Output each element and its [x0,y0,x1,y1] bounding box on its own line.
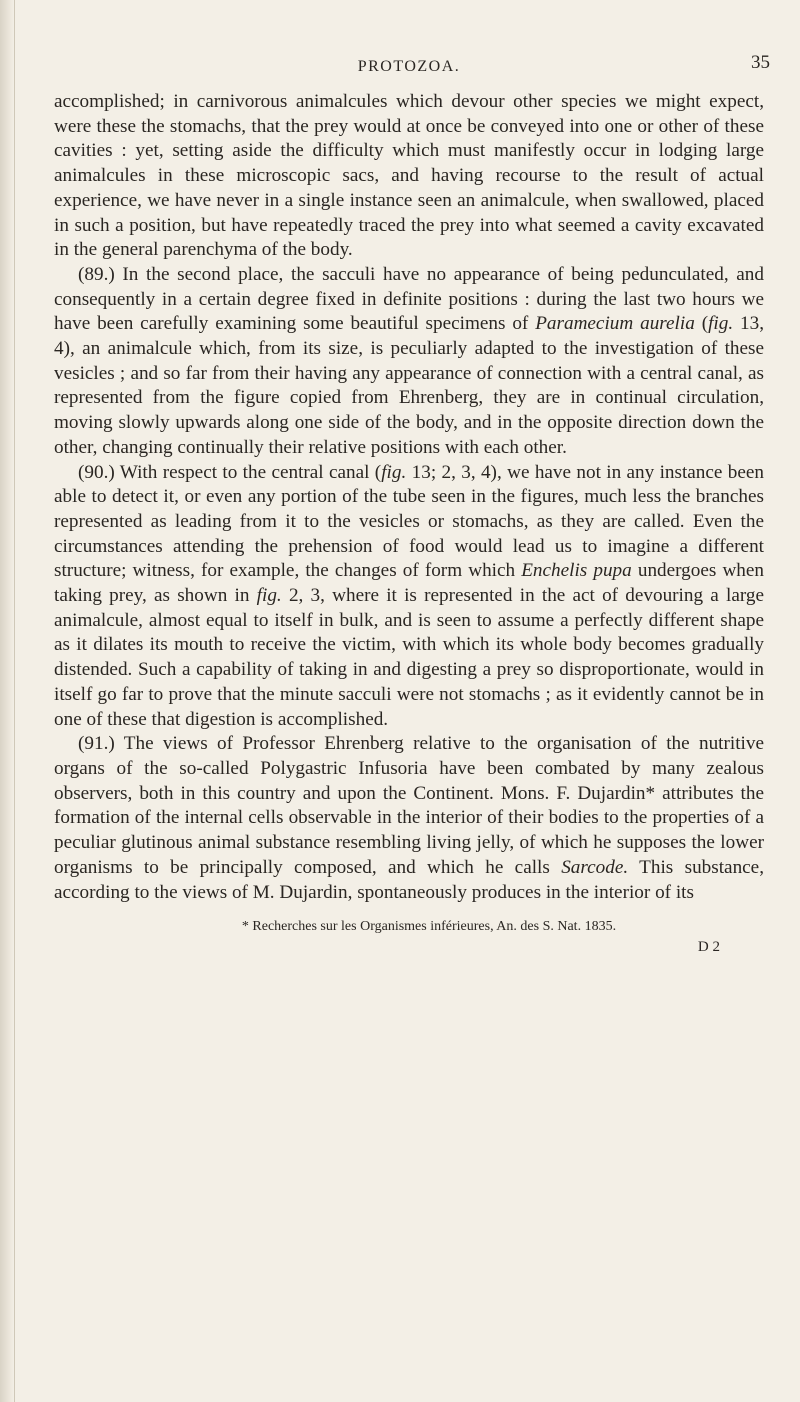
figure-reference: fig. [708,313,734,335]
body-text [54,90,764,905]
paragraph-91 [54,732,764,905]
paragraph-text: (91.) The views of Professor Ehrenberg relative to the organisation of the nutritive organs of the so-called Polygastric Infusoria have been combated by many zealous observers, both in this country and upon the Continent. Mons. F. Dujardin* attributes the formation of the internal cells observable in the interior of their bodies to the properties of a peculiar glutinous animal substance resembling living jelly, of which he supposes the lower organisms to be principally composed, and which he calls [54,733,764,878]
paragraph-text: 2, 3, where it is represented in the act of devouring a large animalcule, almost equal to itself in bulk, and is seen to assume a perfectly different shape as it dilates its mouth to receive the victim, with which its whole body becomes gradually distended. Such a capability of taking in and digesting a prey so disproportionate, would in itself go far to prove that the minute sacculi were not stomachs ; as it evidently cannot be in one of these that digestion is accomplished. [54,585,765,730]
paragraph-continuation [54,90,764,263]
figure-reference: fig. [256,585,282,607]
paragraph-text: undergoes when taking prey, as shown in [54,560,765,607]
paragraph-text: This substance, according to the views of M. Dujardin, spontaneously produces in the interior of its [54,856,764,903]
paragraph-text: (89.) In the second place, the sacculi have no appearance of being pedunculated, and consequently in a certain degree fixed in definite positions : during the last two hours we have been carefully examining some beautiful specimens of [54,263,764,335]
paragraph-90 [54,461,764,733]
paragraph-text: accomplished; in carnivorous animalcules which devour other species we might expect, were these the stomachs, that the prey would at once be conveyed into one or other of these cavities : yet, setting aside the difficulty which must manifestly occur in lodging large animalcules in these microscopic sacs, and having recourse to the result of actual experience, we have never in a single instance seen an animalcule, when swallowed, placed in such a position, but have repeatedly traced the prey into what seemed a cavity excavated in the general parenchyma of the body. [54,91,764,261]
figure-reference: fig. [381,461,407,483]
footnote: * Recherches sur les Organismes inférieures, An. des S. Nat. 1835. [241,919,617,935]
running-title: PROTOZOA. [357,58,461,75]
book-binding-edge [0,0,15,1402]
paragraph-89 [54,263,764,461]
page-number: 35 [751,52,770,73]
species-name: Paramecium aurelia [535,313,695,335]
term-sarcode: Sarcode. [561,856,629,878]
paragraph-text: 13; 2, 3, 4), we have not in any instance been able to detect it, or even any portion of the tube seen in the figures, much less the branches represented as leading from it to the vesicles or stomachs, as they are called. Even the circumstances attending the prehension of food would lead us to imagine a different structure; witness, for example, the changes of form which [54,461,765,582]
book-page [54,50,770,956]
paragraph-text: (90.) With respect to the central canal ( [78,461,382,483]
paragraph-text: ( [701,313,709,335]
signature-mark: D 2 [697,939,720,956]
paragraph-text: 13, 4), an animalcule which, from its size, is peculiarly adapted to the investigation of these vesicles ; and so far from their having any appearance of connection with a central canal, as represented from the figure copied from Ehrenberg, they are in continual circulation, moving slowly upwards along one side of the body, and in the opposite direction down the other, changing continually their relative positions with each other. [54,313,765,458]
species-name: Enchelis pupa [521,560,632,582]
page-header [54,50,770,90]
